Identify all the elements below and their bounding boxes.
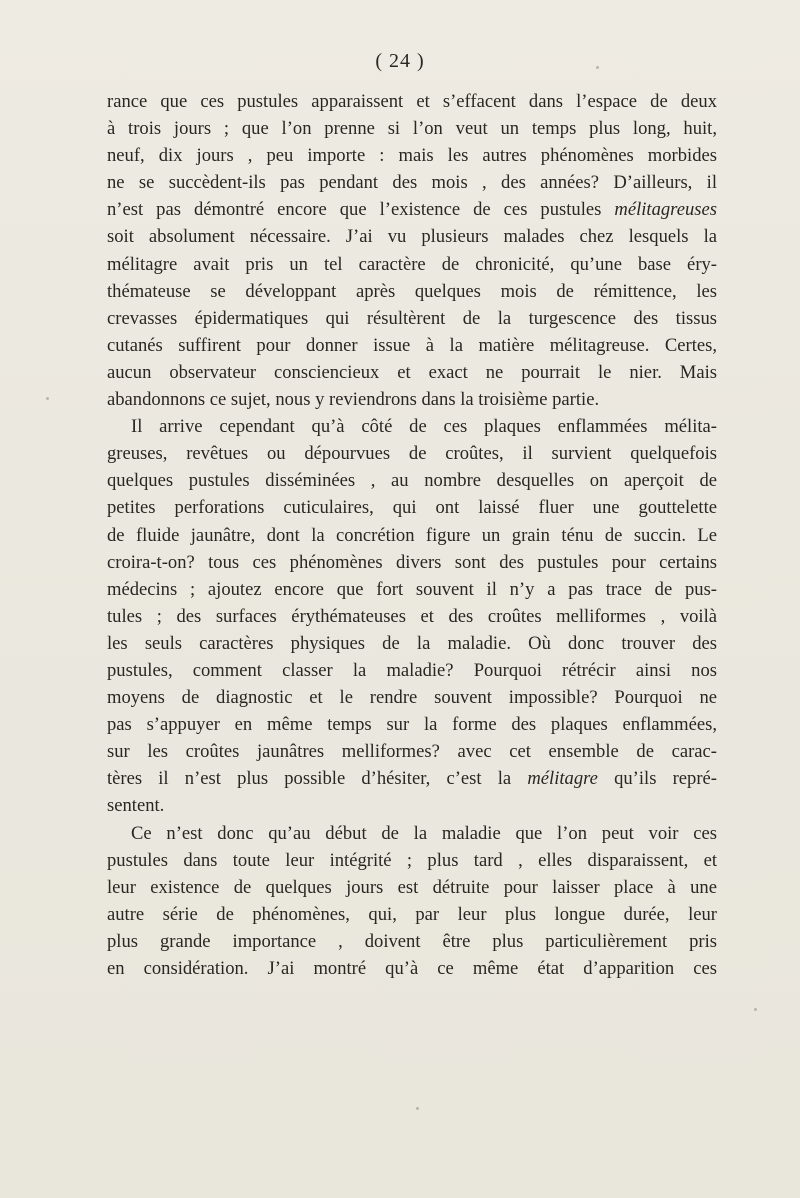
text-line: pas s’appuyer en même temps sur la forme des plaques enflammées, [107, 714, 717, 736]
text-line: crevasses épidermatiques qui résultèrent de la turgescence des tissus [107, 307, 717, 329]
text-line: leur existence de quelques jours est détruite pour laisser place à une [107, 876, 717, 898]
text-line: ne se succèdent-ils pas pendant des mois , des années? D’ailleurs, il [107, 172, 717, 194]
text-line: rance que ces pustules apparaissent et s’effacent dans l’espace de deux [107, 91, 717, 112]
paragraph [107, 820, 717, 983]
paper-speck [754, 1008, 757, 1011]
paper-speck [46, 397, 49, 400]
text-line: aucun observateur consciencieux et exact ne pourrait le nier. Mais [107, 361, 717, 383]
text-line: les seuls caractères physiques de la maladie. Où donc trouver des [107, 632, 717, 654]
text-line: tules ; des surfaces érythémateuses et des croûtes melliformes , voilà [107, 605, 717, 627]
paper-speck [596, 66, 599, 69]
text-line: Ce n’est donc qu’au début de la maladie que l’on peut voir ces [131, 822, 717, 844]
text-line: pustules dans toute leur intégrité ; plus tard , elles disparaissent, et [107, 849, 717, 871]
italic-term: mélitagreuses [614, 199, 717, 221]
text-line: autre série de phénomènes, qui, par leur plus longue durée, leur [107, 903, 717, 925]
paper-speck [416, 1107, 419, 1110]
text-line: abandonnons ce sujet, nous y reviendrons dans la troisième partie. [107, 389, 600, 411]
text-line: mélitagre avait pris un tel caractère de chronicité, qu’une base éry- [107, 253, 717, 275]
text-line: greuses, revêtues ou dépourvues de croûtes, il survient quelquefois [107, 443, 717, 465]
paragraph [107, 413, 717, 819]
text-line: Il arrive cependant qu’à côté de ces plaques enflammées mélita- [131, 416, 717, 438]
italic-term: mélitagre [527, 768, 598, 790]
text-line: pustules, comment classer la maladie? Pourquoi rétrécir ainsi nos [107, 659, 717, 681]
text-line: sentent. [107, 795, 165, 817]
text-line: à trois jours ; que l’on prenne si l’on veut un temps plus long, huit, [107, 118, 717, 140]
text-line: moyens de diagnostic et le rendre souvent impossible? Pourquoi ne [107, 687, 717, 709]
text-line: de fluide jaunâtre, dont la concrétion figure un grain ténu de succin. Le [107, 524, 717, 546]
paragraph [107, 88, 717, 413]
text-line: croira-t-on? tous ces phénomènes divers sont des pustules pour certains [107, 551, 717, 573]
text-line: soit absolument nécessaire. J’ai vu plusieurs malades chez lesquels la [107, 226, 717, 248]
page-number: ( 24 ) [375, 50, 425, 72]
text-line: cutanés suffirent pour donner issue à la matière mélitagreuse. Certes, [107, 334, 717, 356]
text-line: plus grande importance , doivent être plus particulièrement pris [107, 930, 717, 952]
text-line: thémateuse se développant après quelques mois de rémittence, les [107, 280, 717, 302]
text-line: petites perforations cuticulaires, qui ont laissé fluer une gouttelette [107, 497, 717, 519]
text-line: médecins ; ajoutez encore que fort souvent il n’y a pas trace de pus- [107, 578, 717, 600]
text-line: neuf, dix jours , peu importe : mais les autres phénomènes morbides [107, 145, 717, 167]
text-line: sur les croûtes jaunâtres melliformes? avec cet ensemble de carac- [107, 741, 717, 763]
body-text [107, 88, 717, 982]
text-line: tères il n’est plus possible d’hésiter, c’est la mélitagre qu’ils repré- [107, 768, 717, 790]
text-line: n’est pas démontré encore que l’existence de ces pustules mélitagreuses [107, 199, 717, 221]
text-line: quelques pustules disséminées , au nombre desquelles on aperçoit de [107, 470, 717, 492]
text-line: en considération. J’ai montré qu’à ce même état d’apparition ces [107, 958, 717, 979]
